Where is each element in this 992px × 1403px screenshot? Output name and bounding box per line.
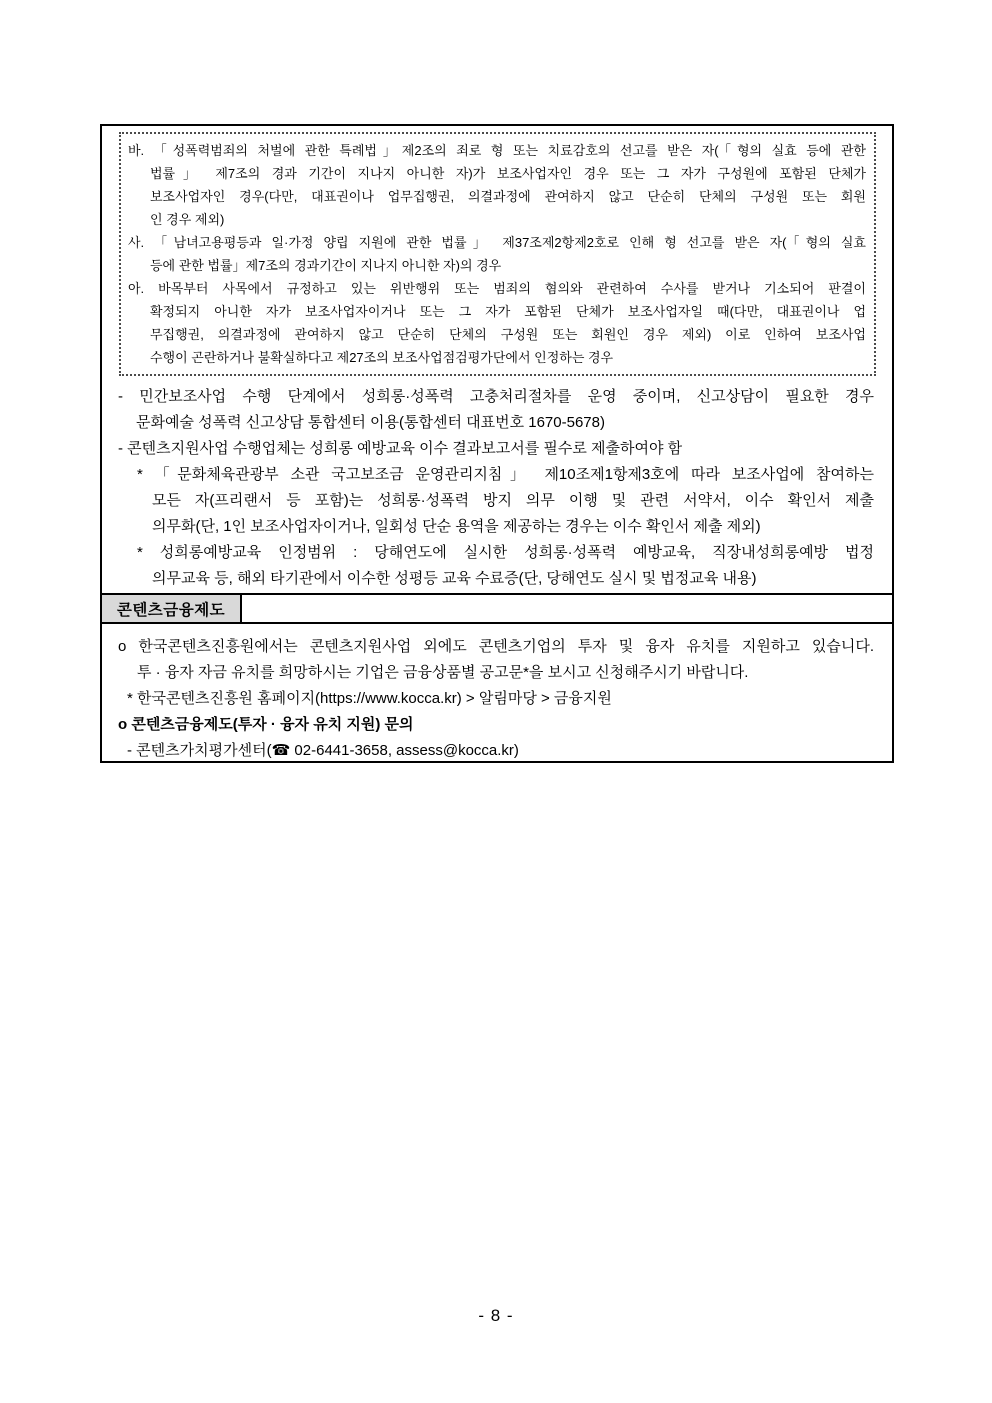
guidance-line: - 콘텐츠지원사업 수행업체는 성희롱 예방교육 이수 결과보고서를 필수로 제출하여야 함 xyxy=(118,440,683,457)
clause-line: 보조사업자인 경우(다만, 대표권이나 업무집행권, 의결과정에 관여하지 않고 단순히 단체의 구성원 또는 회원 xyxy=(150,189,866,204)
section-title-cell: 콘텐츠금융제도 xyxy=(102,595,242,622)
guidance-line: 의무화(단, 1인 보조사업자이거나, 일회성 단순 용역을 제공하는 경우는 이수 확인서 제출 제외) xyxy=(152,518,761,535)
finance-section-body xyxy=(102,624,892,761)
clause-line: 법률」 제7조의 경과 기간이 지나지 아니한 자)가 보조사업자인 경우 또는 그 자가 구성원에 포함된 단체가 xyxy=(150,166,866,181)
page-number: - 8 - xyxy=(478,1306,514,1325)
clause-line: 바. 「성폭력범죄의 처벌에 관한 특례법」제2조의 죄로 형 또는 치료감호의 선고를 받은 자(「형의 실효 등에 관한 xyxy=(128,143,866,158)
notice-table xyxy=(100,124,894,763)
clause-line: 사. 「남녀고용평등과 일·가정 양립 지원에 관한 법률」 제37조제2항제2호로 인해 형 선고를 받은 자(「형의 실효 xyxy=(128,235,866,250)
finance-contact-line: - 콘텐츠가치평가센터(☎ 02-6441-3658, assess@kocca.kr) xyxy=(127,742,519,759)
clause-line: 아. 바목부터 사목에서 규정하고 있는 위반행위 또는 범죄의 혐의와 관련하여 수사를 받거나 기소되어 판결이 xyxy=(128,281,866,296)
clause-line: 수행이 곤란하거나 불확실하다고 제27조의 보조사업점검평가단에서 인정하는 경우 xyxy=(150,350,614,365)
legal-restrictions-box xyxy=(119,132,876,376)
guidance-line: * 「문화체육관광부 소관 국고보조금 운영관리지침」 제10조제1항제3호에 따라 보조사업에 참여하는 xyxy=(137,466,874,483)
guidance-line: - 민간보조사업 수행 단계에서 성희롱·성폭력 고충처리절차를 운영 중이며, 신고상담이 필요한 경우 xyxy=(118,388,874,405)
finance-line: 투 · 융자 자금 유치를 희망하시는 기업은 금융상품별 공고문*을 보시고 신청해주시기 바랍니다. xyxy=(137,664,749,681)
guidance-line: 모든 자(프리랜서 등 포함)는 성희롱·성폭력 방지 의무 이행 및 관련 서약서, 이수 확인서 제출 xyxy=(152,492,874,509)
clause-line: 무집행권, 의결과정에 관여하지 않고 단순히 단체의 구성원 또는 회원인 경우 제외) 이로 인하여 보조사업 xyxy=(150,327,866,342)
clause-line: 등에 관한 법률」제7조의 경과기간이 지나지 아니한 자)의 경우 xyxy=(150,258,502,273)
finance-line: o 한국콘텐츠진흥원에서는 콘텐츠지원사업 외에도 콘텐츠기업의 투자 및 융자 유치를 지원하고 있습니다. xyxy=(118,638,874,655)
guidance-line: 의무교육 등, 해외 타기관에서 이수한 성평등 교육 수료증(단, 당해연도 실시 및 법정교육 내용) xyxy=(152,570,757,587)
section-header-row xyxy=(102,593,892,624)
guidance-list xyxy=(118,384,874,592)
section-header-spacer xyxy=(242,595,892,622)
clause-line: 확정되지 아니한 자가 보조사업자이거나 또는 그 자가 포함된 단체가 보조사업자일 때(다만, 대표권이나 업 xyxy=(150,304,866,319)
finance-line: * 한국콘텐츠진흥원 홈페이지(https://www.kocca.kr) > 알림마당 > 금융지원 xyxy=(127,690,612,707)
finance-contact-heading: o 콘텐츠금융제도(투자 · 융자 유치 지원) 문의 xyxy=(118,716,414,733)
guidance-line: 문화예술 성폭력 신고상담 통합센터 이용(통합센터 대표번호 1670-5678) xyxy=(136,414,605,431)
eligibility-section xyxy=(102,126,892,593)
guidance-line: * 성희롱예방교육 인정범위 : 당해연도에 실시한 성희롱·성폭력 예방교육, 직장내성희롱예방 법정 xyxy=(137,544,874,561)
clause-line: 인 경우 제외) xyxy=(150,212,225,227)
